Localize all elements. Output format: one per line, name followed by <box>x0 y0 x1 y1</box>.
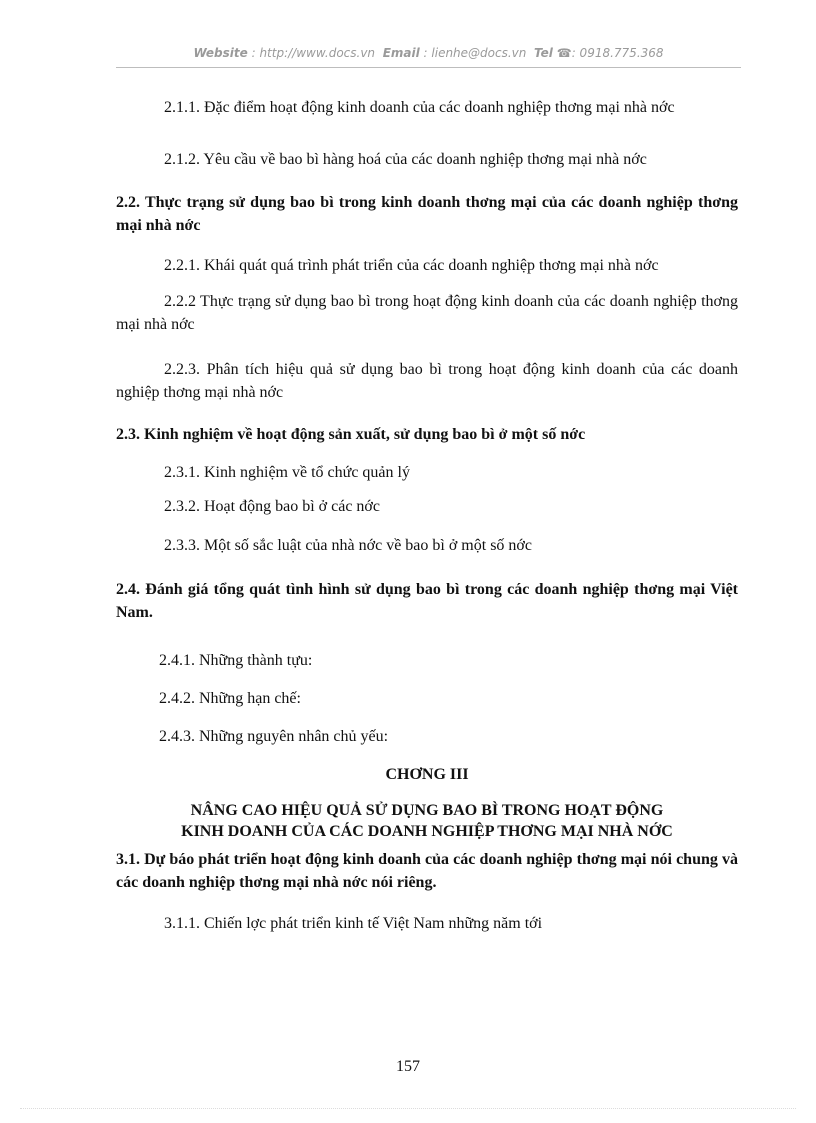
chapter-title-line-2: KINH DOANH CỦA CÁC DOANH NGHIỆP THƠNG MẠI NHÀ NỚC <box>181 823 673 840</box>
section-2-3-2: 2.3.2. Hoạt động bao bì ở các nớc <box>164 498 380 515</box>
header-divider <box>116 67 741 68</box>
phone-icon: ☎ <box>556 46 572 60</box>
chapter-title-line-1: NÂNG CAO HIỆU QUẢ SỬ DỤNG BAO BÌ TRONG HOẠT ĐỘNG <box>190 802 664 819</box>
email-label: Email <box>382 46 420 60</box>
page-header <box>116 46 741 66</box>
heading-3-1: 3.1. Dự báo phát triển hoạt động kinh doanh của các doanh nghiệp thơng mại nói chung và các doanh nghiệp thơng mại nhà nớc nói riêng. <box>116 851 738 891</box>
document-body <box>116 92 738 935</box>
section-2-3-3: 2.3.3. Một số sắc luật của nhà nớc về bao bì ở một số nớc <box>164 537 532 554</box>
section-2-2-2: 2.2.2 Thực trạng sử dụng bao bì trong hoạt động kinh doanh của các doanh nghiệp thơng mại nhà nớc <box>116 293 738 333</box>
section-3-1-1: 3.1.1. Chiến lợc phát triển kinh tế Việt Nam những năm tới <box>164 915 543 932</box>
section-2-2-1: 2.2.1. Khái quát quá trình phát triển của các doanh nghiệp thơng mại nhà nớc <box>164 257 659 274</box>
email-address[interactable]: : lienhe@docs.vn <box>423 46 527 60</box>
footer-divider <box>20 1108 796 1109</box>
website-label: Website <box>193 46 248 60</box>
website-url[interactable]: : http://www.docs.vn <box>251 46 376 60</box>
heading-2-2: 2.2. Thực trạng sử dụng bao bì trong kinh doanh thơng mại của các doanh nghiệp thơng mại nhà nớc <box>116 194 738 234</box>
section-2-1-2: 2.1.2. Yêu cầu về bao bì hàng hoá của các doanh nghiệp thơng mại nhà nớc <box>164 151 647 168</box>
heading-2-3: 2.3. Kinh nghiệm về hoạt động sản xuất, sử dụng bao bì ở một số nớc <box>116 426 586 443</box>
section-2-4-3: 2.4.3. Những nguyên nhân chủ yếu: <box>159 728 389 745</box>
section-2-4-1: 2.4.1. Những thành tựu: <box>159 652 313 669</box>
section-2-3-1: 2.3.1. Kinh nghiệm về tổ chức quản lý <box>164 464 410 481</box>
page-number: 157 <box>396 1058 420 1075</box>
section-2-2-3: 2.2.3. Phân tích hiệu quả sử dụng bao bì trong hoạt động kinh doanh của các doanh nghiệp thơng mại nhà nớc <box>116 361 738 401</box>
section-2-4-2: 2.4.2. Những hạn chế: <box>159 690 301 707</box>
section-2-1-1: 2.1.1. Đặc điểm hoạt động kinh doanh của các doanh nghiệp thơng mại nhà nớc <box>164 99 675 116</box>
chapter-heading: CHƠNG III <box>385 766 469 783</box>
tel-label: Tel <box>534 46 553 60</box>
phone-number: : 0918.775.368 <box>571 46 664 60</box>
heading-2-4: 2.4. Đánh giá tổng quát tình hình sử dụng bao bì trong các doanh nghiệp thơng mại Việt Nam. <box>116 581 738 621</box>
